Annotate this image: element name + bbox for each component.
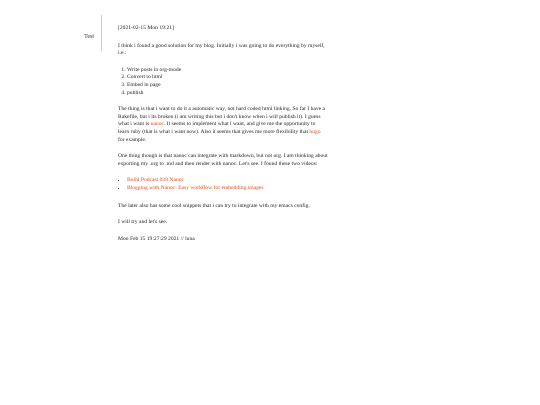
- paragraph-text: for example.: [118, 136, 147, 143]
- post-content: [118, 25, 328, 243]
- steps-list: [118, 67, 328, 97]
- site-title-link[interactable]: Test: [84, 34, 94, 40]
- list-item: 4. publish: [127, 90, 328, 98]
- closing-paragraph: I will try and let's see.: [118, 219, 168, 226]
- videos-list: [118, 177, 328, 192]
- list-item: 1. Write posts in org-mode: [127, 67, 328, 75]
- markdown-paragraph: One thing though is that nanoc can integrate with markdown, but not org. I am thinking about exporting my .org to .md and then render with nanoc. Let's see. I found these two videos:: [118, 153, 328, 167]
- nanoc-paragraph: [118, 106, 328, 144]
- paragraph-text: . It seems to implement what i want, and give me the opportunity to learn ruby (that is what i want now). Also it seems that gives me more flexibility that: [118, 121, 316, 135]
- post-signature: Mon Feb 15 19:27:29 2021 // luna: [118, 235, 195, 242]
- hugo-link[interactable]: hugo: [309, 128, 321, 135]
- video-link-podcast[interactable]: Build Podcast 028 Nanoc: [127, 177, 185, 184]
- nanoc-link[interactable]: nanoc: [150, 121, 164, 128]
- vertical-divider: [101, 15, 102, 51]
- snippets-paragraph: The later also has some cool snippets that i can try to integrate with my emacs config.: [118, 202, 310, 209]
- post-date: [2021-02-15 Mon 19:21]: [118, 25, 174, 31]
- list-item: 2. Convert to html: [127, 74, 328, 82]
- list-item: [127, 185, 328, 193]
- intro-paragraph: I think i found a good solution for my blog. Initially i was going to do everything by myself, i.e.:: [118, 42, 325, 57]
- list-item: [127, 177, 328, 185]
- list-item: 3. Embed in page: [127, 82, 328, 90]
- sidebar: [0, 0, 101, 405]
- video-link-blogging[interactable]: Blogging with Nanoc: Easy workflow for embedding images: [127, 184, 264, 191]
- paragraph-text: The thing is that i want to do it a automatic way, not hard coded html linking. So far I have a Rakefile, but i its broken (i am writing this but i don't know when i will publish it). I guess what i want is: [118, 106, 326, 128]
